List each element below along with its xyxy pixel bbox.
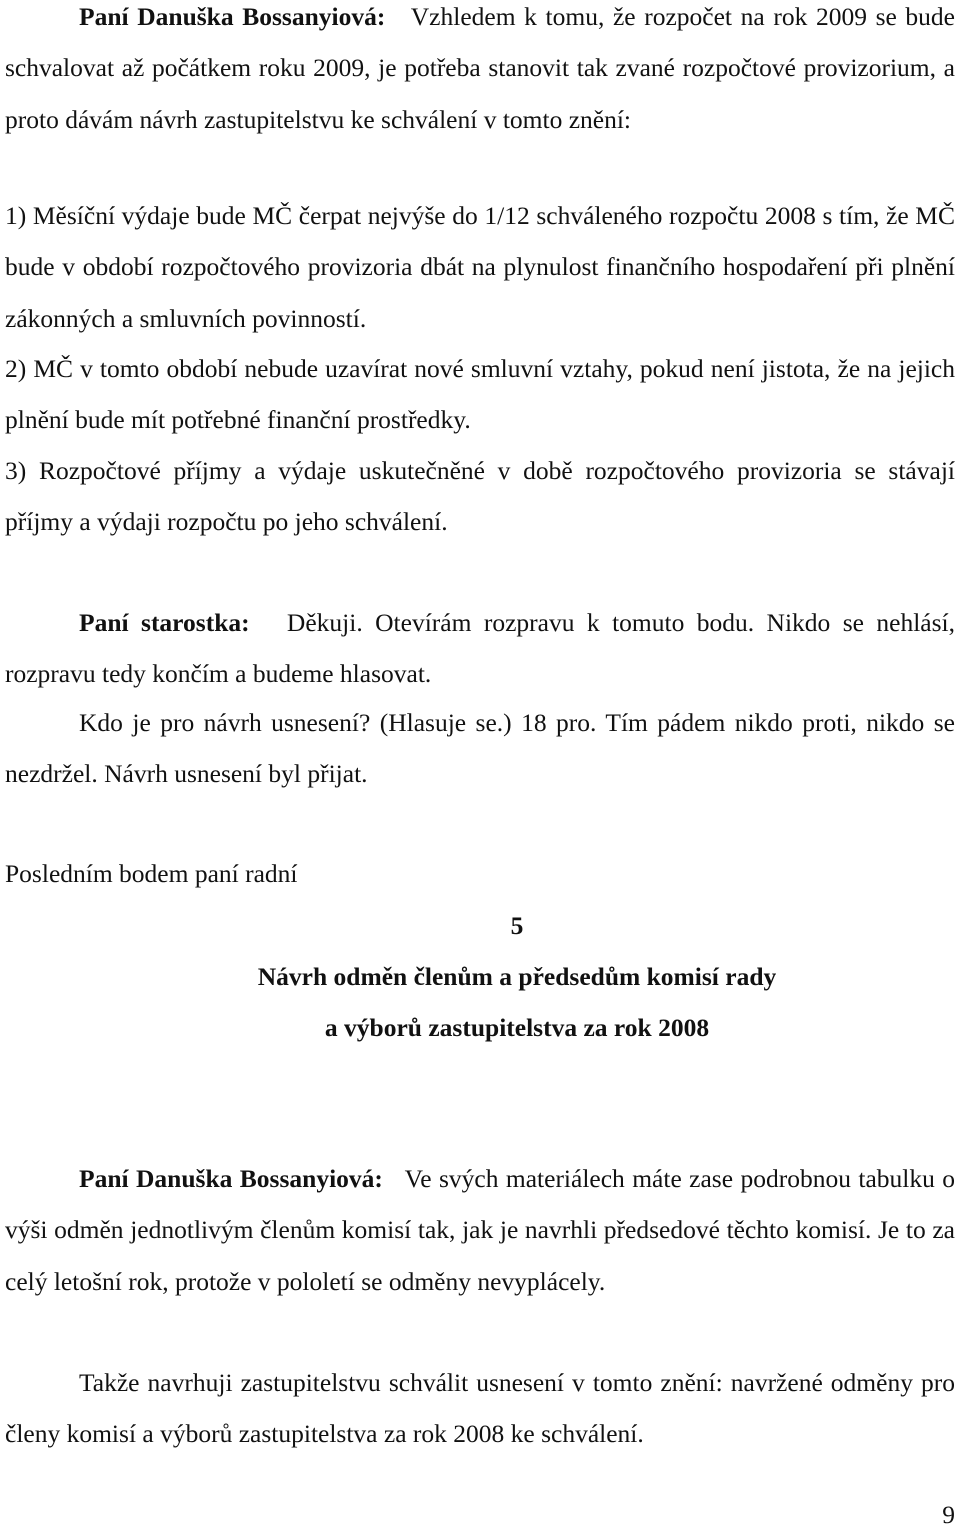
speaker-bossanyiova: Paní Danuška Bossanyiová: <box>79 1164 383 1193</box>
paragraph-last-item: Posledním bodem paní radní <box>5 859 298 888</box>
paragraph-text: Ve svých materiálech máte zase podrobnou tabulku o výši odměn jednotlivým členům komisí tak, jak je navrhli předsedové těchto komisí. Je to za celý letošní rok, protože v pololetí se odměny nevyplácely. <box>5 1164 955 1296</box>
paragraph-resolution-proposal: Takže navrhuji zastupitelstvu schválit usnesení v tomto znění: navržené odměny pro členy komisí a výborů zastupitelstva za rok 2008 ke schválení. <box>5 1368 955 1449</box>
page-number: 9 <box>942 1500 955 1529</box>
paragraph-budget-intro <box>5 0 955 145</box>
agenda-title-line-2: a výborů zastupitelstva za rok 2008 <box>324 1013 710 1042</box>
provision-item-1: 1) Měsíční výdaje bude MČ čerpat nejvýše do 1/12 schváleného rozpočtu 2008 s tím, že MČ bude v období rozpočtového provizoria dbát na plynulost finančního hospodaření při plnění zákonných a smluvních povinností. <box>5 201 955 333</box>
agenda-number: 5 <box>510 911 524 940</box>
paragraph-vote: Kdo je pro návrh usnesení? (Hlasuje se.) 18 pro. Tím pádem nikdo proti, nikdo se nezdržel. Návrh usnesení byl přijat. <box>5 708 955 789</box>
agenda-title-line-1: Návrh odměn členům a předsedům komisí rady <box>257 962 777 991</box>
provision-item-2: 2) MČ v tomto období nebude uzavírat nové smluvní vztahy, pokud není jistota, že na jejich plnění bude mít potřebné finanční prostředky. <box>5 354 955 435</box>
speaker-mayor: Paní starostka: <box>79 608 250 637</box>
paragraph-committee-rewards <box>5 1153 955 1307</box>
provision-item-3: 3) Rozpočtové příjmy a výdaje uskutečněné v době rozpočtového provizoria se stávají příjmy a výdaji rozpočtu po jeho schválení. <box>5 456 955 537</box>
speaker-bossanyiova: Paní Danuška Bossanyiová: <box>79 2 386 31</box>
paragraph-mayor <box>5 597 955 700</box>
paragraph-text: Děkuji. Otevírám rozpravu k tomuto bodu. Nikdo se nehlásí, rozpravu tedy končím a budeme hlasovat. <box>5 608 955 689</box>
paragraph-text: Vzhledem k tomu, že rozpočet na rok 2009 se bude schvalovat až počátkem roku 2009, je potřeba stanovit tak zvané rozpočtové provizorium, a proto dávám návrh zastupitelstvu ke schválení v tomto znění: <box>5 2 956 134</box>
